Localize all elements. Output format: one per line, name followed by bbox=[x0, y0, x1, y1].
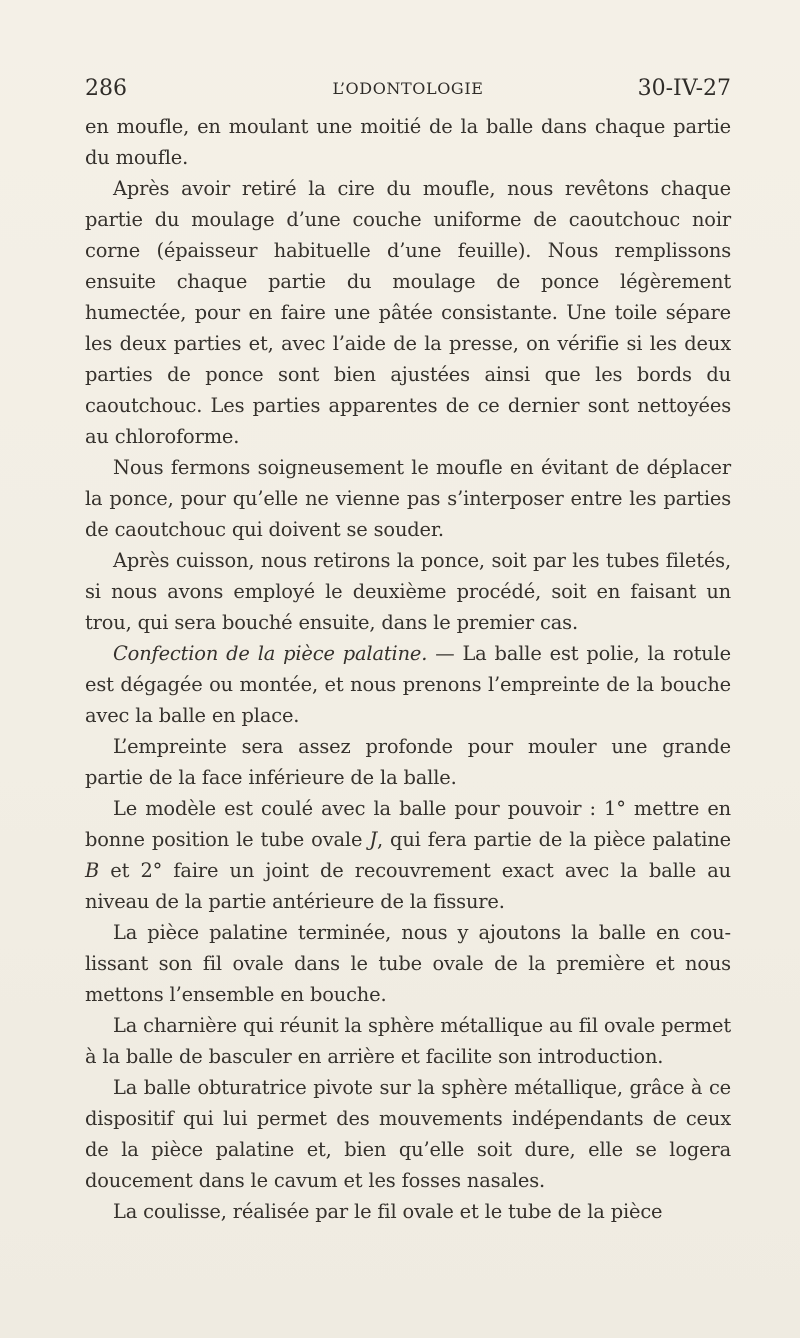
paragraph-hinge: La charnière qui réunit la sphère métallique au fil ovale permet à la balle de basculer en arrière et facilite son introduction. bbox=[85, 1014, 731, 1068]
figure-ref-b: B bbox=[85, 859, 100, 882]
paragraph-slide: La coulisse, réalisée par le fil ovale et le tube de la pièce bbox=[113, 1200, 663, 1223]
figure-ref-j: J bbox=[369, 828, 377, 851]
paragraph-closing-flask: Nous fermons soigneusement le moufle en évitant de déplacer la ponce, pour qu’elle ne vienne pas s’interposer entre les parties de caoutchouc qui doivent se souder. bbox=[85, 456, 731, 541]
section-heading: Confection de la pièce palatine. bbox=[113, 642, 428, 665]
paragraph-model-text-1: Le modèle est coulé avec la balle pour pouvoir : 1° mettre en bonne position le tube ovale bbox=[85, 797, 731, 851]
paragraph-after-curing: Après cuisson, nous retirons la ponce, soit par les tubes filetés, si nous avons employé le deuxième procédé, soit en faisant un trou, qui sera bouché ensuite, dans le premier cas. bbox=[85, 549, 731, 634]
paragraph-impression: L’empreinte sera assez profonde pour mouler une grande partie de la face inférieure de la balle. bbox=[85, 735, 731, 789]
paragraph-palatal-piece-text: — La balle est polie, la rotule est dégagée ou montée, et nous prenons l’empreinte de la bouche avec la balle en place. bbox=[85, 642, 731, 727]
running-title: L’ODONTOLOGIE bbox=[332, 79, 484, 98]
page-number: 286 bbox=[85, 76, 127, 101]
paragraph-model bbox=[85, 793, 731, 917]
paragraph-obturator: La balle obturatrice pivote sur la sphère métallique, grâce à ce dispositif qui lui permet des mouvements indépendants de ceux de la pièce palatine et, bien qu’elle soit dure, elle se logera doucement dans le cavum et les fosses nasales. bbox=[85, 1076, 731, 1192]
paragraph-model-text-3: et 2° faire un joint de recouvrement exact avec la balle au niveau de la partie antérieure de la fissure. bbox=[85, 859, 731, 913]
paragraph-model-text-2: , qui fera partie de la pièce palatine bbox=[376, 828, 731, 851]
paragraph-wax-removal: Après avoir retiré la cire du moufle, nous revêtons chaque partie du moulage d’une couche uniforme de caoutchouc noir corne (épaisseur habituelle d’une feuille). Nous remplissons ensuite chaque partie du moulage de ponce légèrement humectée, pour en faire une pâtée consistante. Une toile sépare les deux parties et, avec l’aide de la presse, on vérifie si les deux parties de ponce sont bien ajustées ainsi que les bords du caoutchouc. Les parties apparentes de ce dernier sont nettoyées au chloroforme. bbox=[85, 177, 731, 448]
paragraph-continuation: en moufle, en moulant une moitié de la balle dans chaque partie du moufle. bbox=[85, 115, 731, 169]
body-text bbox=[85, 111, 731, 1227]
page-header bbox=[85, 76, 731, 106]
paragraph-assembly: La pièce palatine terminée, nous y ajoutons la balle en coulissant son fil ovale dans le tube ovale de la première et nous mettons l’ensemble en bouche. bbox=[85, 921, 731, 1006]
issue-date: 30-IV-27 bbox=[637, 76, 731, 101]
paragraph-palatal-piece bbox=[85, 638, 731, 731]
